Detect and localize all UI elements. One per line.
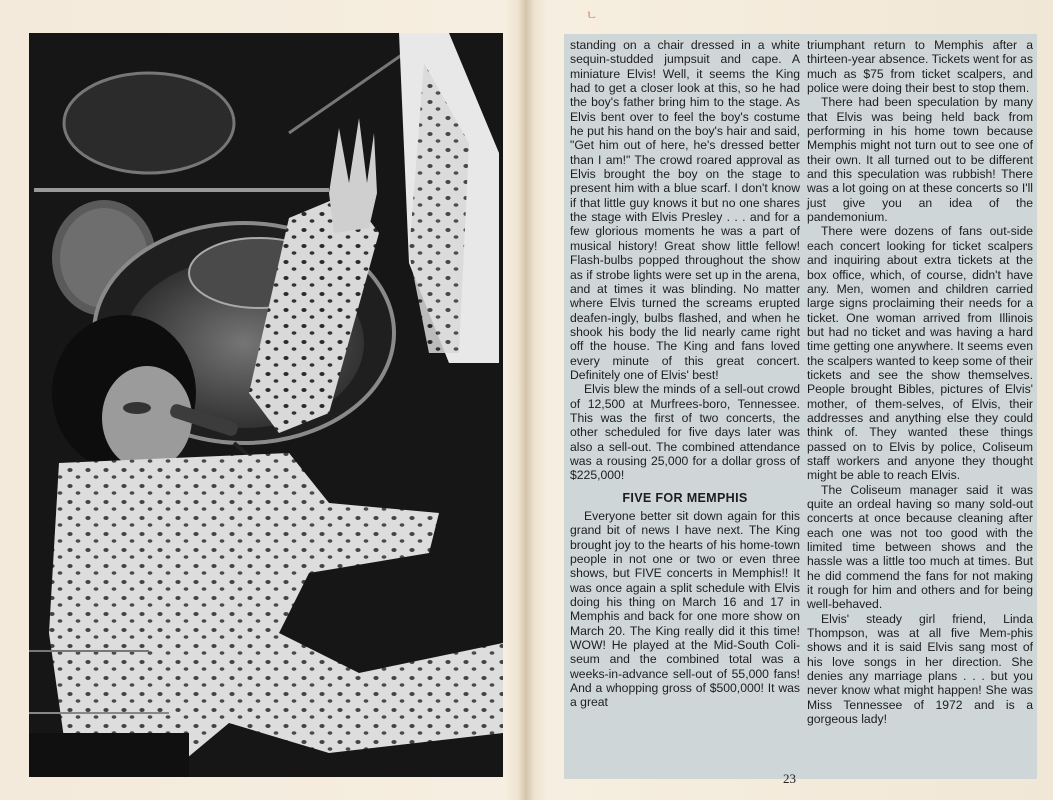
right-page (528, 0, 1053, 800)
column-2-paragraph-4: The Coliseum manager said it was quite an ordeal having so many sold-out concerts at once because cleaning after each one was not too good with the limited time between shows and the hassle was a little too much at times. But he did commend the fans for not making it rough for him and others and for being well-behaved. (807, 482, 1033, 612)
column-2-paragraph-2: There had been speculation by many that Elvis was being held back from performing in his home town because Memphis might not turn out to see one of their own. It all turned out to be different and this speculation was rubbish! There was a lot going on at these concerts so I'll just give you an idea of the pandemonium. (807, 95, 1033, 225)
column-2-paragraph-3: There were dozens of fans out-side each concert looking for ticket scalpers and inquiring about extra tickets at the box office, which, of course, didn't have any. Men, women and children carried large signs proclaiming their needs for a ticket. One woman arrived from Illinois but had no ticket and was having a hard time getting one anywhere. It seems even the scalpers wanted to keep some of their tickets and see the show themselves. People brought Bibles, pictures of Elvis' mother, of them-selves, of Elvis, their addresses and anything else they could think of. They wanted these things passed on to Elvis by police, Coliseum staff workers and anyone they thought might be able to reach Elvis. (807, 224, 1033, 483)
article-text-panel (564, 34, 1037, 779)
column-1-paragraph-1: standing on a chair dressed in a white sequin-studded jumpsuit and cape. A miniature Elvis! Well, it seems the King had to get a closer look at this, so he had the boy's father bring him to the stage. As Elvis bent over to feel the boy's costume he put his hand on the boy's hair and said, "Get him out of here, he's dressed better than I am!" The crowd roared approval as Elvis brought the boy on the stage to present him with a blue scarf. I don't know if that little guy knows it but no one shares the stage with Elvis Presley . . . and for a few glorious moments he was a part of musical history! Great show little fellow! Flash-bulbs popped throughout the show as if strobe lights were set up in the arena, and at times it was blinding. No matter where Elvis turned the screams erupted deafen-ingly, bulbs flashed, and when he shook his body the lid nearly came right off the house. The King and fans loved every minute of this great concert. Definitely one of Elvis' best! (570, 38, 800, 382)
article-column-2 (807, 38, 1033, 727)
column-2-paragraph-5: Elvis' steady girl friend, Linda Thompson, was at all five Mem-phis shows and it is said Elvis sang most of his love songs in her direction. She denies any marriage plans . . . but you never know what might happen! She was Miss Tennessee of 1972 and is a gorgeous lady! (807, 611, 1033, 727)
column-2-paragraph-1: triumphant return to Memphis after a thirteen-year absence. Tickets went for as much as $75 from ticket scalpers, and police were doing their best to stop them. (807, 38, 1033, 96)
elvis-concert-photo (29, 33, 503, 777)
column-1-paragraph-3: Everyone better sit down again for this grand bit of news I have next. The King brought joy to the hearts of his home-town people in not one or two or even three shows, but FIVE concerts in Memphis!! It was once again a split schedule with Elvis doing his thing on March 16 and 17 in Memphis and back for one more show on March 20. The King really did it this time! WOW! He played at the Mid-South Coli-seum and the combined total was a weeks-in-advance sell-out of 55,000 fans! And a whopping gross of $500,000! It was a great (570, 509, 800, 710)
article-column-1 (570, 38, 800, 710)
column-1-paragraph-2: Elvis blew the minds of a sell-out crowd of 12,500 at Murfrees-boro, Tennessee. This was the first of two concerts, the other scheduled for five days later was also a sell-out. The combined attendance was a rousing 25,000 for a dollar gross of $225,000! (570, 382, 800, 483)
left-page (0, 0, 524, 800)
page-number: 23 (783, 771, 796, 786)
section-heading: FIVE FOR MEMPHIS (622, 490, 748, 505)
photo-illustration (29, 33, 503, 777)
pencil-mark: ㄴ (586, 8, 598, 22)
